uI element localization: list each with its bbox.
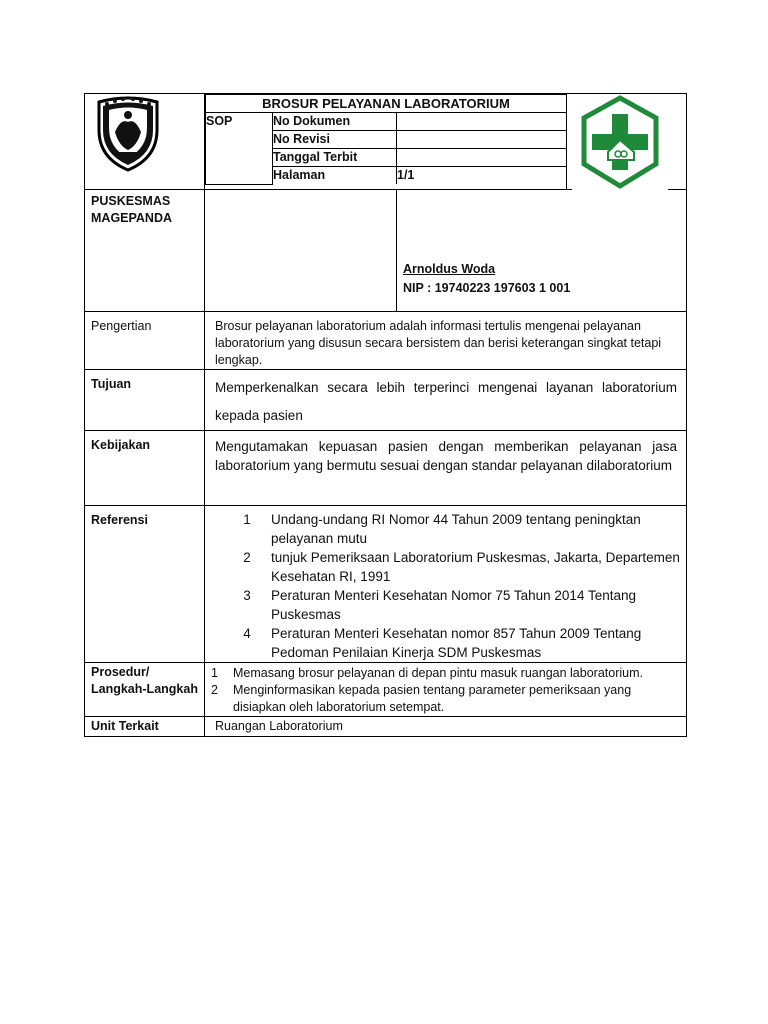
header-row-value <box>397 149 567 167</box>
kebijakan-text: Mengutamakan kepuasan pasien dengan memberikan pelayanan jasa laboratorium yang bermutu sesuai dengan standar pelayanan dilaboratorium <box>215 439 677 473</box>
header-row-value <box>397 113 567 131</box>
header-info-cell <box>205 94 567 190</box>
pengertian-text: Brosur pelayanan laboratorium adalah informasi tertulis mengenai pelayanan laboratorium yang disusun secara bersistem dan berisi keterangan singkat tetapi lengkap. <box>215 319 662 367</box>
regional-emblem-icon <box>93 96 163 172</box>
section-label: Langkah-Langkah <box>91 682 198 696</box>
list-item: 2 Menginformasikan kepada pasien tentang parameter pemeriksaan yang disiapkan oleh laboratorium setempat. <box>211 683 632 714</box>
list-item: 4 Peraturan Menteri Kesehatan nomor 857 Tahun 2009 Tentang Pedoman Penilaian Kinerja SDM Puskesmas <box>243 626 642 660</box>
tujuan-text: Memperkenalkan secara lebih terperinci mengenai layanan laboratorium kepada pasien <box>215 380 677 423</box>
sop-table <box>84 93 687 737</box>
sop-label: SOP <box>206 113 273 185</box>
org-name-line: PUSKESMAS <box>91 194 171 208</box>
header-row-label: No Revisi <box>273 131 397 149</box>
blank-cell <box>205 190 397 312</box>
org-name-cell <box>85 190 205 312</box>
left-logo-cell <box>85 94 205 190</box>
list-item: 1 Memasang brosur pelayanan di depan pintu masuk ruangan laboratorium. <box>211 666 643 680</box>
section-label: Referensi <box>91 513 148 527</box>
signatory-name: Arnoldus Woda <box>403 262 496 276</box>
list-item: 3 Peraturan Menteri Kesehatan Nomor 75 Tahun 2014 Tentang Puskesmas <box>243 588 637 622</box>
signatory-nip: NIP : 19740223 197603 1 001 <box>403 281 571 295</box>
section-label: Kebijakan <box>91 438 151 452</box>
section-label: Prosedur/ <box>91 665 150 679</box>
header-row-value <box>397 131 567 149</box>
header-row-label: No Dokumen <box>273 113 397 131</box>
section-label: Tujuan <box>91 377 132 391</box>
referensi-list <box>205 510 686 662</box>
section-label: Unit Terkait <box>91 719 159 733</box>
section-label: Pengertian <box>91 319 152 333</box>
prosedur-list <box>205 665 686 716</box>
header-row-label: Tanggal Terbit <box>273 149 397 167</box>
unit-terkait-text: Ruangan Laboratorium <box>215 719 343 733</box>
list-item: 1 Undang-undang RI Nomor 44 Tahun 2009 tentang peningktan pelayanan mutu <box>243 512 641 546</box>
header-row-value: 1/1 <box>397 167 567 185</box>
org-name-line: MAGEPANDA <box>91 211 173 225</box>
document-title: BROSUR PELAYANAN LABORATORIUM <box>206 95 567 113</box>
right-logo-cell <box>567 94 687 190</box>
list-item: 2 tunjuk Pemeriksaan Laboratorium Puskesmas, Jakarta, Departemen Kesehatan RI, 1991 <box>243 550 680 584</box>
puskesmas-cross-icon <box>572 94 668 190</box>
header-row-label: Halaman <box>273 167 397 185</box>
signature-cell <box>397 190 687 312</box>
